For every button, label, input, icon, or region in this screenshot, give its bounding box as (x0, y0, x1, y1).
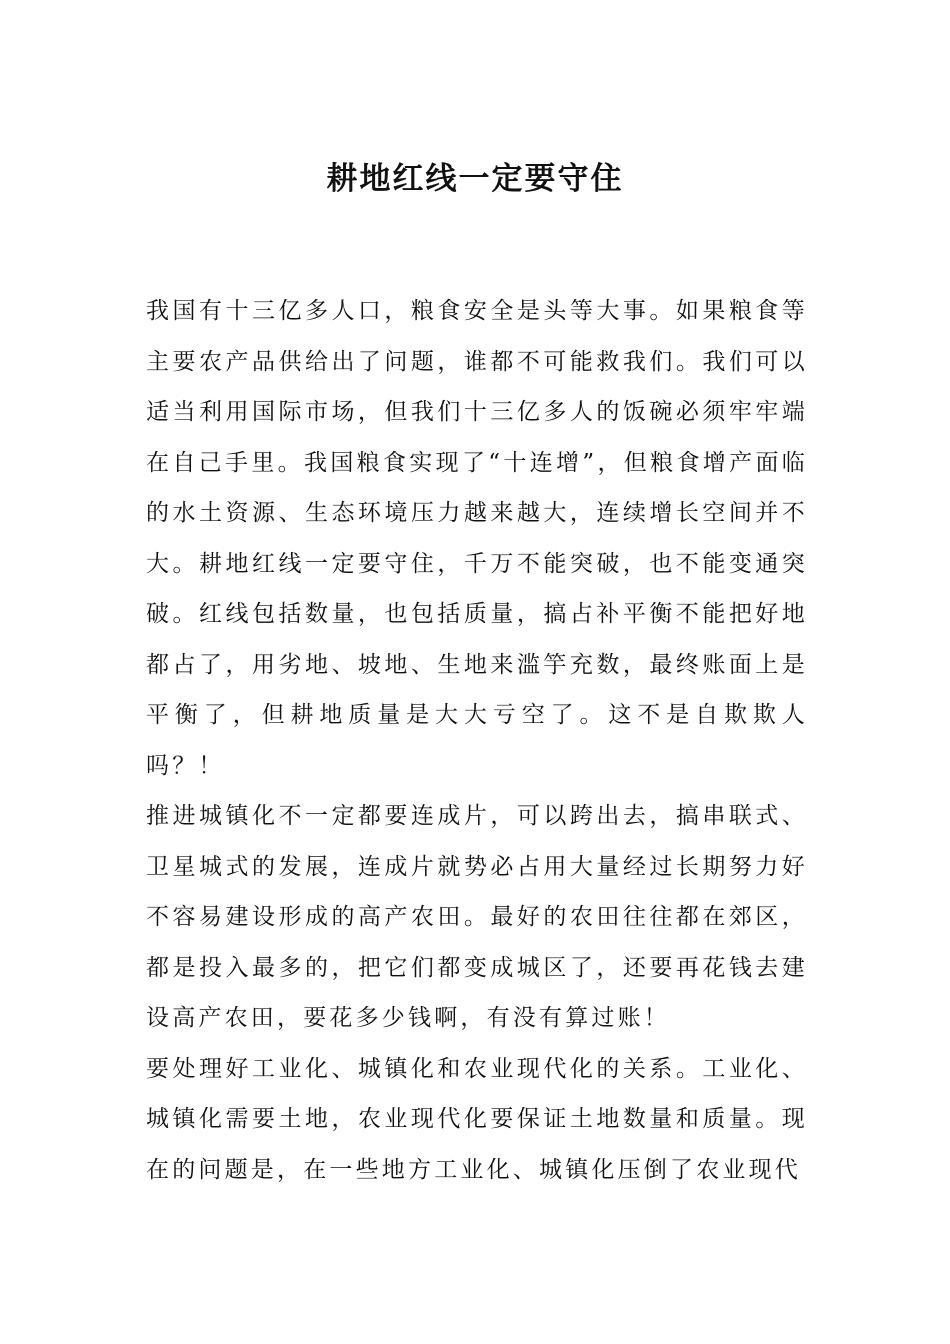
document-body (146, 286, 808, 1195)
paragraph-3: 要处理好工业化、城镇化和农业现代化的关系。工业化、城镇化需要土地，农业现代化要保证土地数量和质量。现在的问题是，在一些地方工业化、城镇化压倒了农业现代 (146, 1055, 808, 1183)
document-title: 耕地红线一定要守住 (326, 161, 624, 197)
paragraph-1: 我国有十三亿多人口，粮食安全是头等大事。如果粮食等主要农产品供给出了问题，谁都不可能救我们。我们可以适当利用国际市场，但我们十三亿多人的饭碗必须牢牢端在自己手里。我国粮食实现了“十连增”，但粮食增产面临的水土资源、生态环境压力越来越大，连续增长空间并不大。耕地红线一定要守住，千万不能突破，也不能变通突破。红线包括数量，也包括质量，搞占补平衡不能把好地都占了，用劣地、坡地、生地来滥竽充数，最终账面上是平衡了，但耕地质量是大大亏空了。这不是自欺欺人吗？！ (146, 298, 808, 779)
paragraph-2: 推进城镇化不一定都要连成片，可以跨出去，搞串联式、卫星城式的发展，连成片就势必占用大量经过长期努力好不容易建设形成的高产农田。最好的农田往往都在郊区，都是投入最多的，把它们都变成城区了，还要再花钱去建设高产农田，要花多少钱啊，有没有算过账！ (146, 803, 808, 1031)
